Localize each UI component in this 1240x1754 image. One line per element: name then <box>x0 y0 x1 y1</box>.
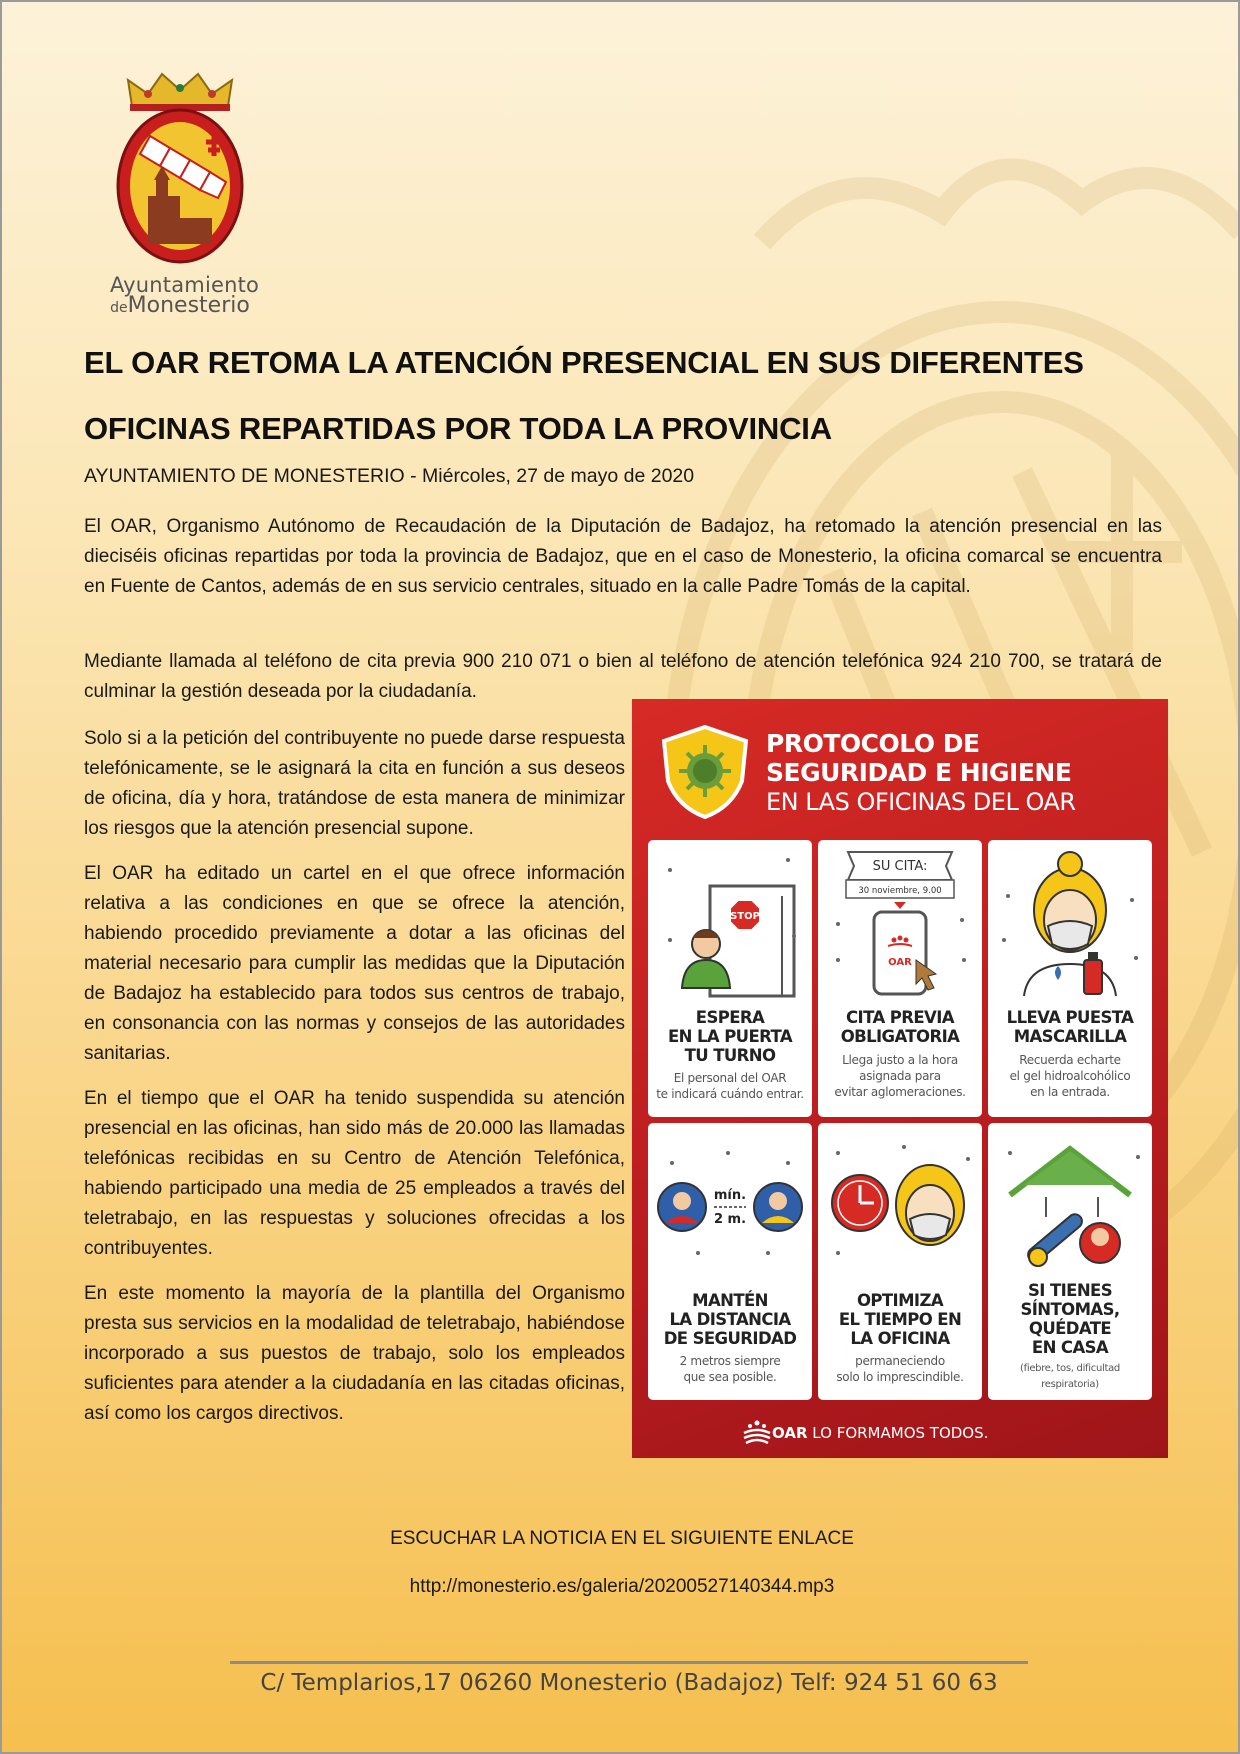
paragraph-6: En este momento la mayoría de la plantilla del Organismo presta sus servicios en la modalidad de teletrabajo, habiéndose incorporado a sus puestos de trabajo, solo los empleados suficientes para atender a la ciudadanía en las citadas oficinas, así como los cargos directivos. <box>84 1283 625 1424</box>
dateline: AYUNTAMIENTO DE MONESTERIO - Miércoles, 27 de mayo de 2020 <box>84 465 695 487</box>
ticket-date: 30 noviembre, 9.00 <box>858 886 942 896</box>
paragraph-1: El OAR, Organismo Autónomo de Recaudación de la Diputación de Badajoz, ha retomado la atención presencial en las dieciséis oficinas repartidas por toda la provincia de Badajoz, que en el caso de Monesterio, la oficina comarcal se encuentra en Fuente de Cantos, además de en sus servicio centrales, situado en la calle Padre Tomás de la capital. <box>84 516 1162 597</box>
phone-logo-text: OAR <box>888 957 912 968</box>
card-title: CITA PREVIA OBLIGATORIA <box>840 1008 960 1046</box>
distance-bottom-text: 2 m. <box>713 1212 747 1227</box>
ticket-title: SU CITA: <box>872 859 928 874</box>
card-title: LLEVA PUESTA MASCARILLA <box>1006 1008 1134 1046</box>
paragraph-3: Solo si a la petición del contribuyente no puede darse respuesta telefónicamente, se le asignará la cita en función a sus deseos de oficina, día y hora, tratándose de esta manera de minimizar los riesgos que la atención presencial supone. <box>84 728 625 839</box>
footer-address: C/ Templarios,17 06260 Monesterio (Badajoz) Telf: 924 51 60 63 <box>260 1670 998 1696</box>
card-title: OPTIMIZA EL TIEMPO EN LA OFICINA <box>838 1291 962 1348</box>
audio-link[interactable]: http://monesterio.es/galeria/20200527140344.mp3 <box>409 1576 835 1597</box>
safety-protocol-poster <box>632 699 1168 1458</box>
paragraph-5: En el tiempo que el OAR ha tenido suspendida su atención presencial en las oficinas, han sido más de 20.000 las llamadas telefónicas recibidas en su Centro de Atención Telefónica, habiendo participado una media de 25 empleados a través del teletrabajo, en las respuestas y soluciones ofrecidas a los contribuyentes. <box>84 1088 625 1259</box>
distance-icon <box>648 1123 812 1283</box>
poster-card-distance <box>648 1123 812 1400</box>
door-stop-icon <box>648 840 812 1000</box>
page-title: EL OAR RETOMA LA ATENCIÓN PRESENCIAL EN SUS DIFERENTES OFICINAS REPARTIDAS POR TODA LA PROVINCIA <box>84 345 1084 446</box>
mask-person-icon <box>988 840 1152 1000</box>
poster-footer-brand: OAR <box>772 1424 808 1442</box>
clock-person-icon <box>818 1123 982 1283</box>
poster-footer-slogan: LO FORMAMOS TODOS. <box>812 1424 989 1442</box>
poster-heading-line3: EN LAS OFICINAS DEL OAR <box>766 788 1076 816</box>
poster-card-appointment <box>818 840 982 1117</box>
poster-card-stay-home <box>988 1123 1152 1400</box>
card-description: El personal del OAR te indicará cuándo entrar. <box>656 1071 804 1101</box>
municipal-logo <box>110 68 260 318</box>
poster-card-mask <box>988 840 1152 1117</box>
left-text-column <box>84 724 625 1444</box>
card-title: SI TIENES SÍNTOMAS, QUÉDATE EN CASA <box>1020 1281 1120 1357</box>
poster-card-optimize-time <box>818 1123 982 1400</box>
stop-sign-text: STOP <box>730 911 760 922</box>
poster-footer <box>772 1424 988 1442</box>
card-description: 2 metros siempre que sea posible. <box>679 1354 781 1384</box>
virus-shield-icon <box>658 723 752 819</box>
card-description: (fiebre, tos, dificultad respiratoria) <box>1020 1363 1120 1390</box>
coat-of-arms-icon <box>110 68 250 266</box>
poster-heading-line1: PROTOCOLO DE <box>766 729 980 758</box>
card-description: Recuerda echarte el gel hidroalcohólico en la entrada. <box>1009 1053 1131 1099</box>
poster-card-wait-turn <box>648 840 812 1117</box>
card-description: Llega justo a la hora asignada para evitar aglomeraciones. <box>834 1053 966 1099</box>
logo-text-line2: deMonesterio <box>110 293 250 318</box>
card-title: ESPERA EN LA PUERTA TU TURNO <box>667 1008 793 1065</box>
phone-appointment-icon <box>818 840 982 1000</box>
card-description: permaneciendo solo lo imprescindible. <box>836 1354 964 1384</box>
paragraph-4: El OAR ha editado un cartel en el que ofrece información relativa a las condiciones en que se ofrece la atención, habiendo procedido previamente a dotar a las oficinas del material necesario para cumplir las medidas que la Diputación de Badajoz ha establecido para todos sus centros de trabajo, en consonancia con las normas y consejos de las autoridades sanitarias. <box>84 863 625 1064</box>
listen-label: ESCUCHAR LA NOTICIA EN EL SIGUIENTE ENLACE <box>390 1528 854 1549</box>
distance-top-text: mín. <box>713 1188 747 1203</box>
house-thermometer-icon <box>988 1123 1152 1283</box>
paragraph-2: Mediante llamada al teléfono de cita previa 900 210 071 o bien al teléfono de atención telefónica 924 210 700, se tratará de culminar la gestión deseada por la ciudadanía. <box>84 651 1162 702</box>
footer-divider <box>230 1661 1028 1664</box>
oar-logo-icon <box>742 1419 772 1445</box>
poster-heading <box>766 729 1076 817</box>
card-title: MANTÉN LA DISTANCIA DE SEGURIDAD <box>663 1291 797 1348</box>
logo-text-line1: Ayuntamiento <box>110 273 260 297</box>
poster-heading-line2: SEGURIDAD E HIGIENE <box>766 758 1072 787</box>
